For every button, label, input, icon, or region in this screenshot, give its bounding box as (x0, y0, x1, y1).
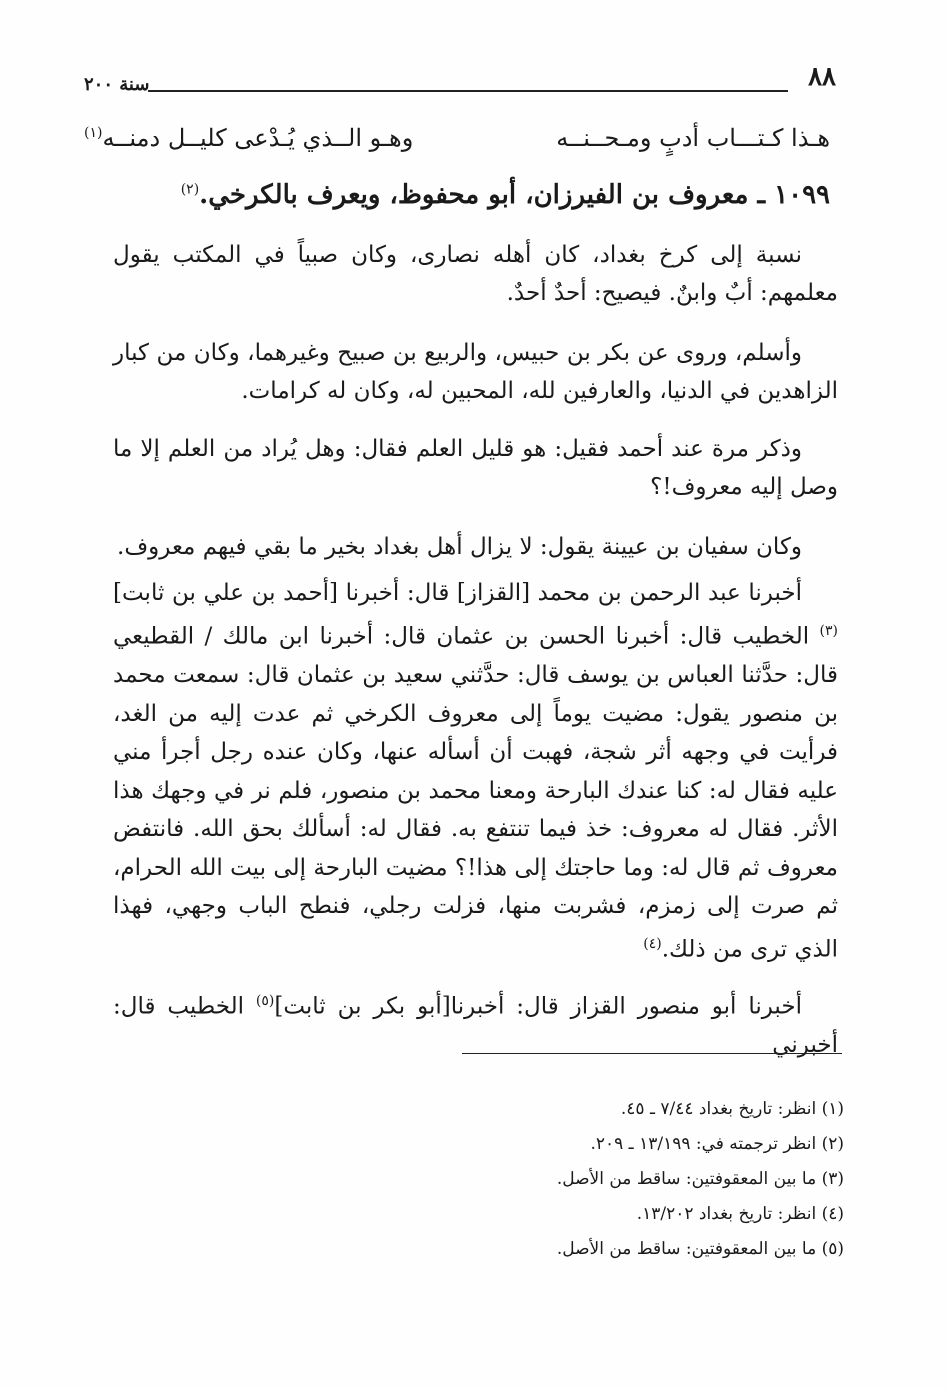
footnote-rule (462, 1053, 842, 1054)
paragraph-text: أخبرنا أبو منصور القزاز قال: أخبرنا[أبو بكر بن ثابت] (274, 993, 802, 1020)
footnote: (٢) انظر ترجمته في: ١٣/١٩٩ ـ ٢٠٩. (590, 1134, 844, 1154)
footnote-ref: (٥) (255, 993, 275, 1009)
paragraph: وكان سفيان بن عيينة يقول: لا يزال أهل بغداد بخير ما بقي فيهم معروف. (117, 534, 802, 560)
footnotes (244, 1092, 844, 1267)
entry-title (180, 180, 830, 210)
paragraph-text: أخبرنا عبد الرحمن بن محمد [القزاز] قال: أخبرنا [أحمد بن علي بن ثابت] (113, 580, 802, 606)
paragraph-isnad (113, 574, 838, 969)
verse-hemistich-left-text: وهـو الــذي يُـدْعى كليــل دمنــه (102, 124, 414, 152)
footnote: (١) انظر: تاريخ بغداد ٧/٤٤ ـ ٤٥. (620, 1099, 844, 1119)
entry-title-text: ١٠٩٩ ـ معروف بن الفيرزان، أبو محفوظ، ويعرف بالكرخي. (199, 180, 830, 210)
running-head: سنة ٢٠٠ (84, 74, 150, 95)
verse-hemistich-right (556, 124, 830, 160)
page-number: ٨٨ (808, 62, 836, 92)
verse-hemistich-right-text: هـذا كـتـــاب أدبٍ ومـحــنــه (556, 124, 830, 152)
paragraph: وأسلم، وروى عن بكر بن حبيس، والربيع بن صبيح وغيرهما، وكان من كبار الزاهدين في الدنيا، والعارفين لله، المحبين له، وكان له كرامات. (113, 340, 838, 404)
paragraph: وذكر مرة عند أحمد فقيل: هو قليل العلم فقال: وهل يُراد من العلم إلا ما وصل إليه معروف!؟ (113, 436, 838, 500)
verse-hemistich-left (84, 124, 413, 160)
paragraph-text: الخطيب قال: أخبرني (113, 993, 838, 1058)
paragraph-text: الخطيب قال: أخبرنا الحسن بن عثمان قال: أخبرنا ابن مالك / القطيعي قال: حدَّثنا العباس بن يوسف قال: حدَّثني سعيد بن عثمان قال: سمعت محمد بن منصور يقول: مضيت يوماً إلى معروف الكرخي ثم عدت إليه من الغد، فرأيت في وجهه أثر شجة، فهبت أن أسأله عنها، وكان عنده رجل أجرأ مني عليه فقال له: كنا عندك البارحة ومعنا محمد بن منصور، فلم نر في وجهك هذا الأثر. فقال له معروف: خذ فيما تنتفع به. فقال له: أسألك بحق الله. فانتفض معروف ثم قال له: وما حاجتك إلى هذا!؟ مضيت البارحة إلى بيت الله الحرام، ثم صرت إلى زمزم، فشربت منها، فزلت رجلي، فنطح الباب وجهي، فهذا الذي ترى من ذلك. (113, 624, 838, 963)
footnote: (٤) انظر: تاريخ بغداد ١٣/٢٠٢. (636, 1204, 844, 1224)
footnote-ref: (١) (84, 125, 103, 141)
footnote: (٣) ما بين المعقوفتين: ساقط من الأصل. (556, 1169, 844, 1189)
header-rule (148, 90, 788, 92)
footnote: (٥) ما بين المعقوفتين: ساقط من الأصل. (556, 1239, 844, 1259)
footnote-ref: (٤) (643, 936, 662, 953)
footnote-ref: (٣) (819, 623, 838, 640)
paragraph: نسبة إلى كرخ بغداد، كان أهله نصارى، وكان صبياً في المكتب يقول معلمهم: أبٌ وابنٌ. فيصيح: أحدٌ أحدٌ. (113, 242, 838, 306)
footnote-ref: (٢) (180, 181, 200, 198)
paragraph-isnad (113, 982, 838, 1064)
